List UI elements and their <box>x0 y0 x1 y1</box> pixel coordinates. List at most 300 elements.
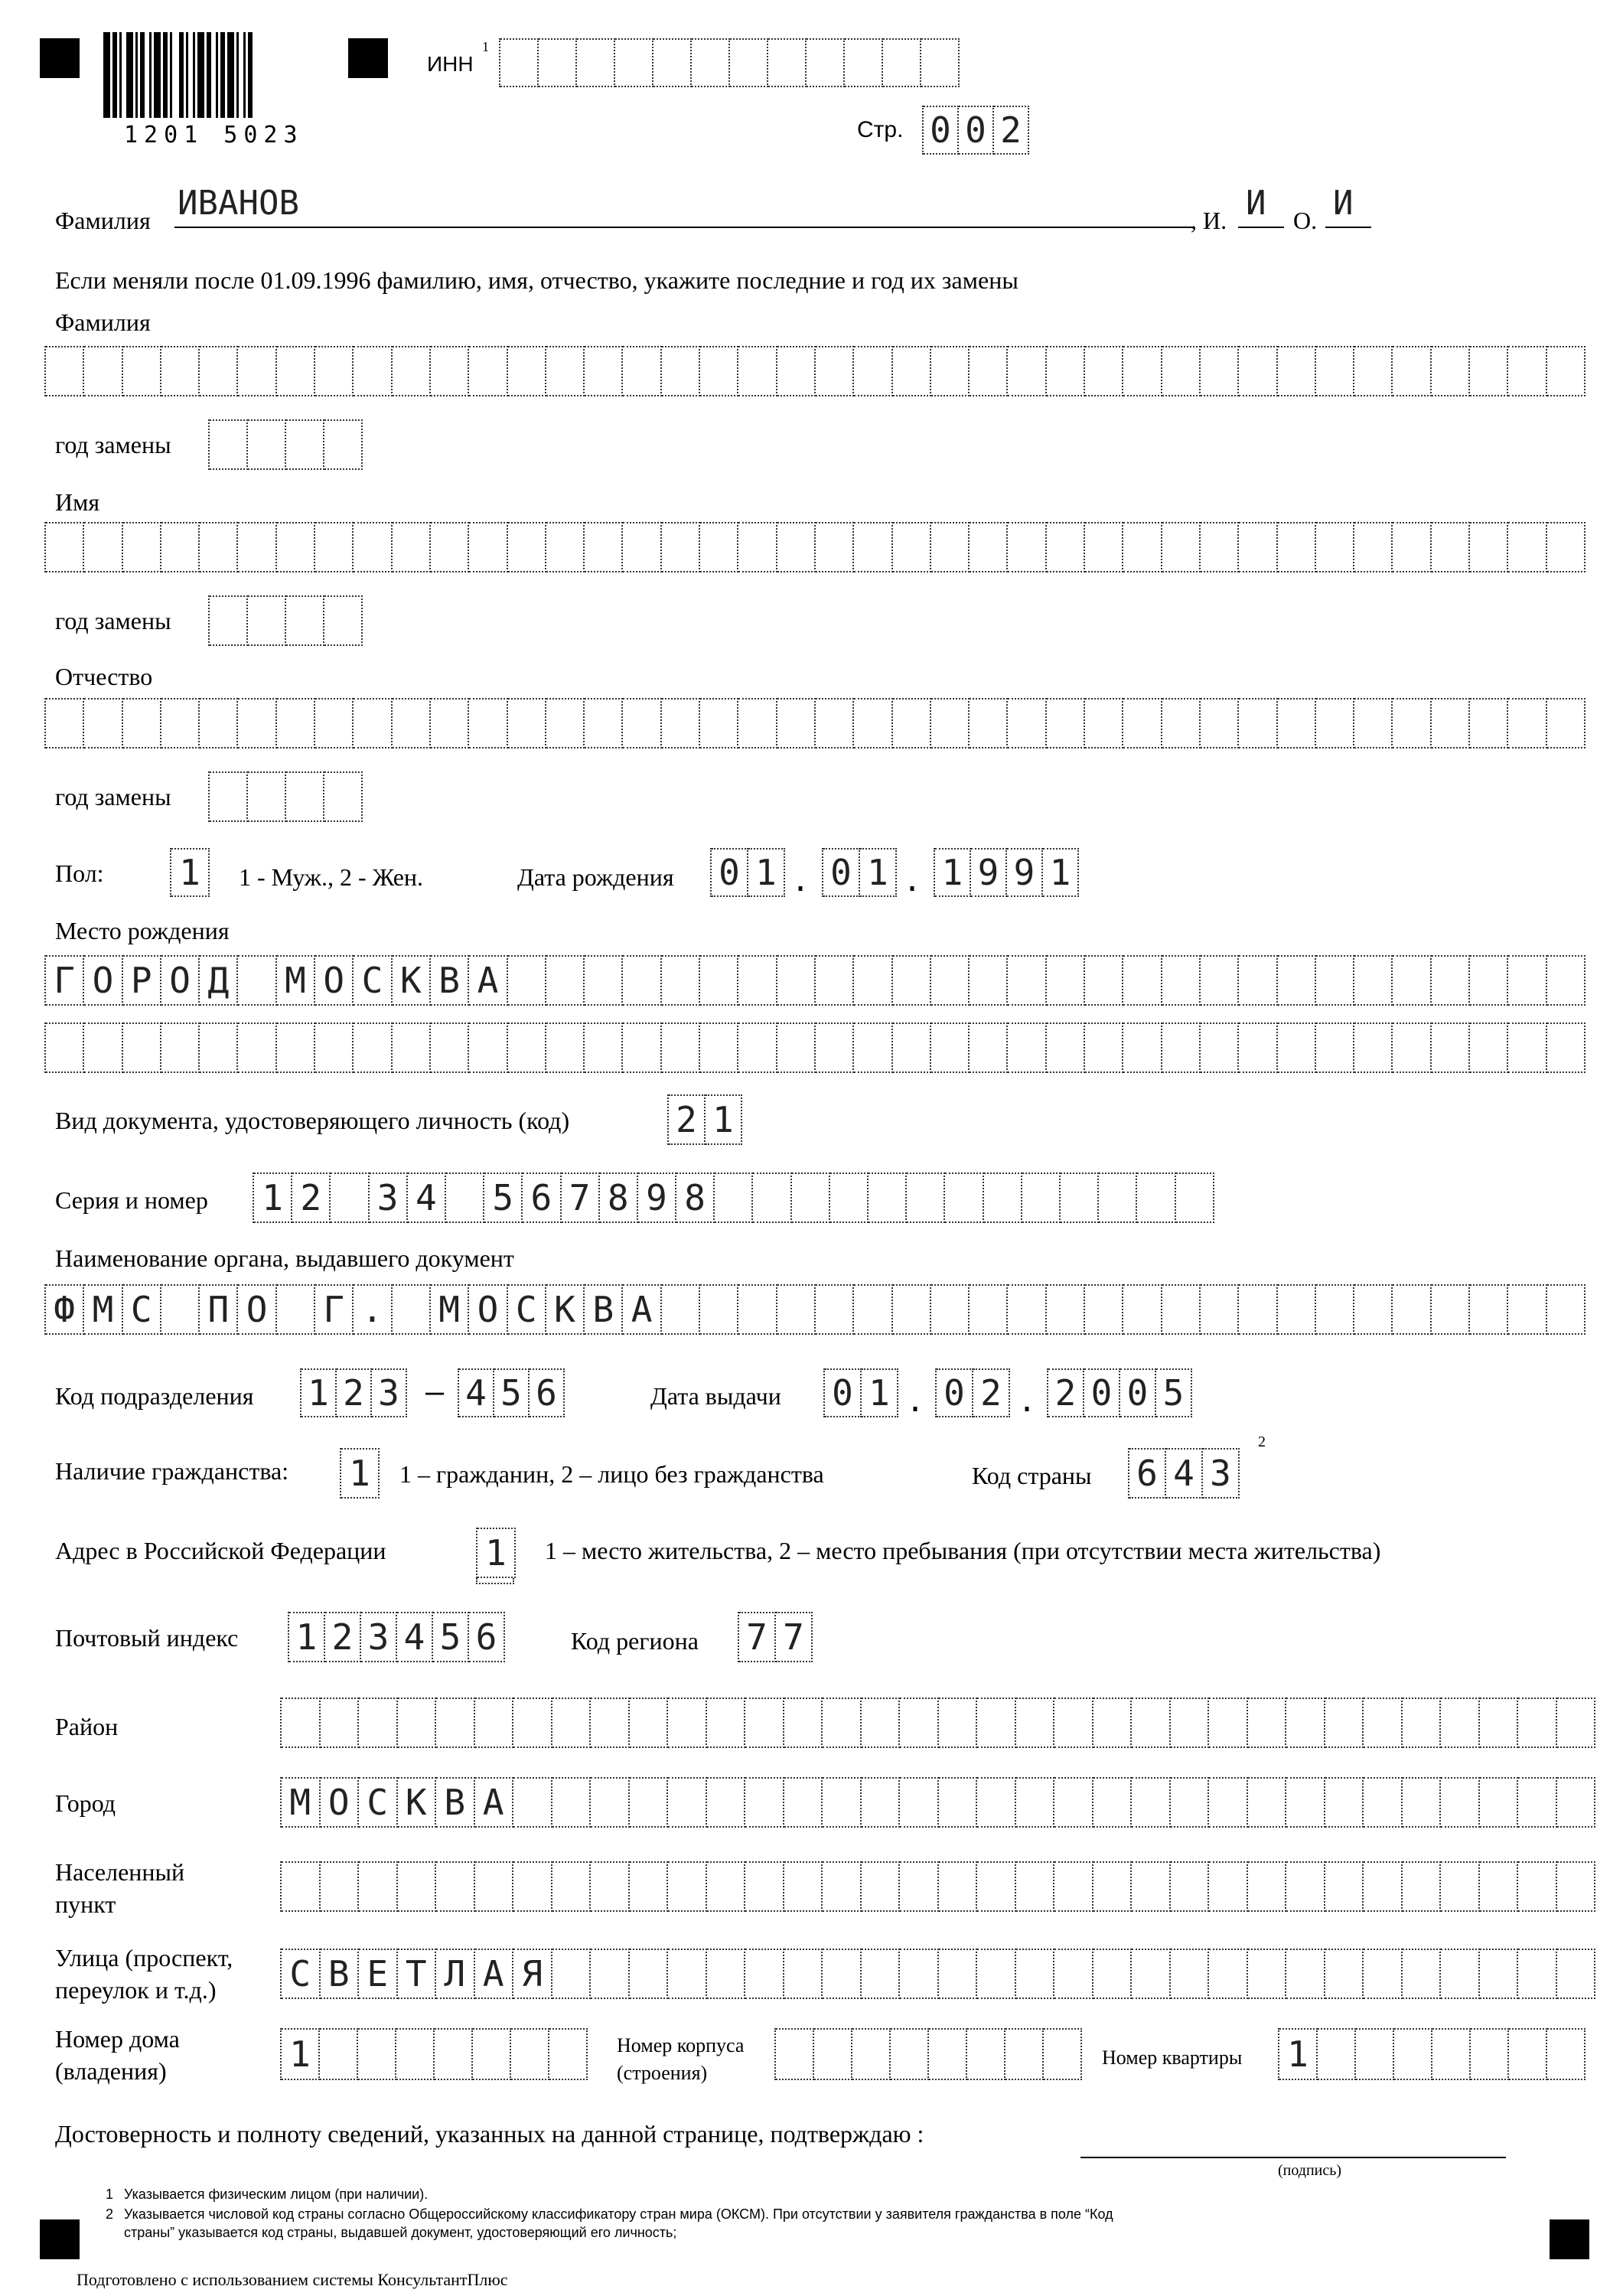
issue-month-cells[interactable] <box>935 1368 1010 1417</box>
city-cells[interactable] <box>280 1777 1595 1828</box>
comb-cell: Л <box>436 1949 475 1999</box>
old-patronymic-label: Отчество <box>55 663 153 690</box>
signature-line[interactable] <box>1080 2157 1506 2158</box>
comb-cell: 1 <box>748 848 785 897</box>
comb-cell <box>513 1698 552 1748</box>
comb-cell <box>277 698 315 748</box>
comb-cell <box>1123 698 1162 748</box>
comb-cell: 1 <box>706 1094 742 1145</box>
comb-cell <box>1518 1777 1557 1828</box>
comb-cell <box>508 955 546 1006</box>
comb-cell <box>1470 522 1508 572</box>
comb-cell <box>977 1777 1016 1828</box>
surname-change-year-cells[interactable] <box>208 419 363 470</box>
comb-cell <box>1325 1861 1364 1912</box>
comb-cell: Д <box>200 955 238 1006</box>
comb-cell: 4 <box>1166 1448 1203 1499</box>
old-surname-label: Фамилия <box>55 308 151 336</box>
initial-i-underline <box>1238 227 1284 228</box>
comb-cell <box>715 1172 753 1223</box>
comb-cell <box>1085 1022 1123 1073</box>
comb-cell <box>929 2028 967 2080</box>
comb-cell <box>1508 698 1546 748</box>
comb-cell <box>745 1861 784 1912</box>
comb-cell <box>1162 955 1201 1006</box>
street-label-line1: Улица (проспект, <box>55 1944 233 1971</box>
initial-o-label: О. <box>1293 207 1318 234</box>
comb-cell <box>546 522 585 572</box>
comb-cell <box>1356 2028 1394 2080</box>
comb-cell <box>1364 1949 1403 1999</box>
comb-cell <box>1171 1861 1210 1912</box>
comb-cell <box>84 522 122 572</box>
comb-cell <box>854 522 892 572</box>
comb-cell <box>1008 1284 1046 1335</box>
flat-number-cells[interactable] <box>1278 2028 1586 2080</box>
comb-cell <box>1441 1949 1480 1999</box>
comb-cell <box>1325 1949 1364 1999</box>
comb-cell <box>623 698 661 748</box>
division-code-part1[interactable] <box>300 1368 407 1417</box>
old-name-cells[interactable] <box>44 522 1586 572</box>
comb-cell <box>200 1022 238 1073</box>
comb-cell <box>1248 1949 1287 1999</box>
old-patronymic-cells[interactable] <box>44 698 1586 748</box>
comb-cell <box>653 38 692 87</box>
comb-cell <box>931 522 970 572</box>
comb-cell <box>320 2028 358 2080</box>
footnote-2-number: 2 <box>106 2206 114 2222</box>
comb-cell: О <box>469 1284 507 1335</box>
comb-cell <box>830 1172 869 1223</box>
birthplace-cells-row1[interactable] <box>44 955 1586 1006</box>
comb-cell <box>970 1022 1008 1073</box>
comb-cell <box>945 1172 983 1223</box>
building-number-cells[interactable] <box>774 2028 1082 2080</box>
comb-cell <box>393 346 431 396</box>
comb-cell <box>1364 1777 1403 1828</box>
comb-cell: А <box>469 955 507 1006</box>
comb-cell: 1 <box>477 1528 516 1578</box>
comb-cell <box>1085 698 1123 748</box>
comb-cell <box>784 1777 823 1828</box>
corner-marker-bottom-left <box>40 2219 80 2259</box>
comb-cell <box>738 955 777 1006</box>
issue-date-label: Дата выдачи <box>650 1382 781 1410</box>
comb-cell <box>816 522 854 572</box>
comb-cell: 0 <box>1084 1368 1120 1417</box>
barcode-number: 1201 5023 <box>124 122 304 148</box>
old-surname-cells[interactable] <box>44 346 1586 396</box>
barcode-bar <box>227 32 234 118</box>
city-label: Город <box>55 1789 116 1817</box>
surname-underline <box>174 227 1192 228</box>
comb-cell: 6 <box>469 1612 505 1662</box>
comb-cell <box>1508 955 1546 1006</box>
comb-cell <box>1286 1949 1325 1999</box>
comb-cell <box>1316 346 1354 396</box>
comb-cell <box>1047 522 1085 572</box>
comb-cell <box>511 2028 549 2080</box>
comb-cell: П <box>200 1284 238 1335</box>
comb-cell <box>970 698 1008 748</box>
comb-cell <box>123 346 161 396</box>
comb-cell <box>1393 1284 1431 1335</box>
comb-cell <box>1480 1861 1519 1912</box>
comb-cell <box>508 698 546 748</box>
postcode-cells[interactable] <box>288 1612 505 1662</box>
comb-cell <box>823 1861 862 1912</box>
corner-marker-bottom-right <box>1550 2219 1589 2259</box>
comb-cell <box>1047 346 1085 396</box>
comb-cell <box>662 1022 700 1073</box>
comb-cell <box>321 1861 360 1912</box>
comb-cell: 2 <box>669 1094 706 1145</box>
comb-cell <box>823 1698 862 1748</box>
citizenship-cell[interactable] <box>340 1448 380 1499</box>
comb-cell <box>1286 1698 1325 1748</box>
comb-cell <box>977 1861 1016 1912</box>
comb-cell <box>862 1698 901 1748</box>
comb-cell <box>823 1777 862 1828</box>
comb-cell <box>700 1284 738 1335</box>
comb-cell <box>508 522 546 572</box>
comb-cell <box>931 955 970 1006</box>
comb-cell <box>473 2028 511 2080</box>
initial-i-label: , И. <box>1191 207 1227 234</box>
comb-cell: 0 <box>924 106 959 155</box>
comb-cell <box>354 698 392 748</box>
comb-cell <box>84 698 122 748</box>
comb-cell <box>768 38 807 87</box>
comb-cell <box>200 698 238 748</box>
comb-cell: 5 <box>484 1172 523 1223</box>
comb-cell <box>900 1777 939 1828</box>
address-type-cell[interactable] <box>476 1528 516 1578</box>
comb-cell <box>84 346 122 396</box>
comb-cell <box>546 698 585 748</box>
comb-cell <box>1316 522 1354 572</box>
comb-cell <box>1432 522 1470 572</box>
citizenship-hint: 1 – гражданин, 2 – лицо без гражданства <box>399 1460 824 1488</box>
comb-cell <box>585 698 623 748</box>
inn-cells[interactable] <box>499 38 960 87</box>
patronymic-change-year-label: год замены <box>55 783 171 810</box>
initial-o-value[interactable]: И <box>1333 184 1354 223</box>
comb-cell <box>1508 346 1546 396</box>
initial-i-value[interactable]: И <box>1246 184 1266 223</box>
comb-cell: В <box>431 955 469 1006</box>
comb-cell <box>282 1861 321 1912</box>
comb-cell <box>816 346 854 396</box>
comb-cell <box>1547 2028 1586 2080</box>
document-type-cells[interactable] <box>667 1094 742 1145</box>
house-label-line2: (владения) <box>55 2057 167 2085</box>
comb-cell <box>931 1284 970 1335</box>
comb-cell: 1 <box>935 848 971 897</box>
comb-cell <box>546 1022 585 1073</box>
inn-label: ИНН <box>427 52 474 76</box>
comb-cell <box>315 698 354 748</box>
comb-cell <box>1176 1172 1214 1223</box>
comb-cell <box>1085 1284 1123 1335</box>
comb-cell <box>1132 1698 1171 1748</box>
comb-cell <box>1171 1698 1210 1748</box>
comb-cell <box>1354 1022 1393 1073</box>
comb-cell <box>1239 955 1277 1006</box>
comb-cell: 5 <box>1156 1368 1192 1417</box>
comb-cell <box>539 38 577 87</box>
comb-cell <box>1278 346 1316 396</box>
comb-cell: 8 <box>676 1172 715 1223</box>
comb-cell <box>354 522 392 572</box>
comb-cell <box>662 346 700 396</box>
comb-cell <box>1278 522 1316 572</box>
series-cells[interactable] <box>253 1172 1214 1223</box>
surname-change-year-label: год замены <box>55 431 171 458</box>
comb-cell <box>1016 1777 1055 1828</box>
comb-cell <box>1162 346 1201 396</box>
comb-cell: 3 <box>372 1368 407 1417</box>
comb-cell <box>552 1861 592 1912</box>
comb-cell: 0 <box>825 1368 862 1417</box>
comb-cell <box>315 346 354 396</box>
comb-cell <box>1201 522 1239 572</box>
comb-cell: 0 <box>1120 1368 1156 1417</box>
comb-cell <box>700 1022 738 1073</box>
comb-cell <box>469 346 507 396</box>
comb-cell <box>282 1698 321 1748</box>
comb-cell: 5 <box>494 1368 530 1417</box>
name-change-year-cells[interactable] <box>208 595 363 646</box>
comb-cell: 1 <box>171 848 210 897</box>
comb-cell <box>1137 1172 1175 1223</box>
comb-cell <box>549 2028 588 2080</box>
comb-cell: С <box>508 1284 546 1335</box>
comb-cell <box>1085 522 1123 572</box>
comb-cell <box>1016 1698 1055 1748</box>
sex-cell[interactable] <box>170 848 210 897</box>
comb-cell <box>238 1022 276 1073</box>
initial-o-underline <box>1325 227 1371 228</box>
comb-cell <box>738 698 777 748</box>
comb-cell <box>1132 1949 1171 1999</box>
comb-cell <box>668 1698 707 1748</box>
comb-cell <box>1364 1861 1403 1912</box>
comb-cell <box>393 522 431 572</box>
comb-cell <box>1278 1022 1316 1073</box>
comb-cell <box>324 419 363 470</box>
comb-cell: 3 <box>370 1172 408 1223</box>
comb-cell <box>662 698 700 748</box>
comb-cell <box>1518 1861 1557 1912</box>
surname-label: Фамилия <box>55 207 151 234</box>
comb-cell <box>854 955 892 1006</box>
comb-cell <box>1547 1022 1586 1073</box>
comb-cell <box>359 1698 398 1748</box>
building-label-line1: Номер корпуса <box>617 2034 745 2056</box>
comb-cell <box>907 1172 945 1223</box>
comb-cell <box>900 1698 939 1748</box>
comb-cell <box>738 1022 777 1073</box>
comb-cell <box>939 1949 978 1999</box>
comb-cell <box>816 955 854 1006</box>
comb-cell <box>1393 698 1431 748</box>
issuer-cells[interactable] <box>44 1284 1586 1335</box>
comb-cell: М <box>277 955 315 1006</box>
comb-cell <box>1557 1698 1596 1748</box>
surname-value[interactable]: ИВАНОВ <box>178 184 299 223</box>
comb-cell <box>854 346 892 396</box>
comb-cell <box>854 1284 892 1335</box>
comb-cell <box>891 2028 929 2080</box>
issue-date-dot-1: . <box>906 1384 925 1419</box>
comb-cell <box>123 1022 161 1073</box>
comb-cell <box>331 1172 369 1223</box>
comb-cell <box>1005 2028 1044 2080</box>
comb-cell: 4 <box>408 1172 446 1223</box>
comb-cell <box>1508 1022 1546 1073</box>
comb-cell <box>1518 1949 1557 1999</box>
comb-cell <box>321 1698 360 1748</box>
comb-cell <box>1508 1284 1546 1335</box>
comb-cell <box>248 419 286 470</box>
address-type-label: Адрес в Российской Федерации <box>55 1537 386 1564</box>
comb-cell: 1 <box>254 1172 292 1223</box>
street-cells[interactable] <box>280 1949 1595 1999</box>
dob-dot-2: . <box>903 863 922 899</box>
patronymic-change-year-cells[interactable] <box>208 771 363 822</box>
district-cells[interactable] <box>280 1698 1595 1748</box>
comb-cell <box>277 346 315 396</box>
address-type-hint: 1 – место жительства, 2 – место пребывания (при отсутствии места жительства) <box>545 1537 1381 1564</box>
comb-cell <box>393 1284 431 1335</box>
comb-cell <box>1085 346 1123 396</box>
comb-cell <box>777 522 816 572</box>
comb-cell <box>1557 1777 1596 1828</box>
country-code-label: Код страны <box>972 1462 1092 1489</box>
issue-year-cells[interactable] <box>1047 1368 1192 1417</box>
comb-cell <box>1201 955 1239 1006</box>
comb-cell <box>210 771 248 822</box>
comb-cell <box>816 698 854 748</box>
comb-cell <box>315 522 354 572</box>
comb-cell <box>630 1949 669 1999</box>
comb-cell <box>1547 1284 1586 1335</box>
comb-cell <box>1248 1698 1287 1748</box>
comb-cell <box>1325 1777 1364 1828</box>
comb-cell: К <box>398 1777 437 1828</box>
comb-cell <box>869 1172 907 1223</box>
settlement-cells[interactable] <box>280 1861 1595 1912</box>
comb-cell <box>1008 1022 1046 1073</box>
comb-cell <box>900 1949 939 1999</box>
comb-cell <box>970 346 1008 396</box>
comb-cell <box>1393 955 1431 1006</box>
dob-label: Дата рождения <box>517 863 674 891</box>
comb-cell <box>210 419 248 470</box>
birthplace-cells-row2[interactable] <box>44 1022 1586 1073</box>
comb-cell: А <box>475 1777 514 1828</box>
comb-cell <box>668 1777 707 1828</box>
comb-cell <box>970 522 1008 572</box>
dob-year-cells[interactable] <box>934 848 1079 897</box>
comb-cell <box>396 2028 435 2080</box>
comb-cell <box>1316 1022 1354 1073</box>
comb-cell <box>354 346 392 396</box>
division-code-part2[interactable] <box>458 1368 565 1417</box>
issue-day-cells[interactable] <box>823 1368 898 1417</box>
comb-cell <box>630 1777 669 1828</box>
comb-cell <box>238 346 276 396</box>
comb-cell <box>1044 2028 1082 2080</box>
comb-cell <box>446 1172 484 1223</box>
comb-cell <box>1470 1284 1508 1335</box>
comb-cell <box>1318 2028 1356 2080</box>
comb-cell <box>900 1861 939 1912</box>
comb-cell: 1 <box>341 1448 380 1499</box>
comb-cell <box>777 1284 816 1335</box>
comb-cell <box>277 1022 315 1073</box>
footnote-2-text-line2: страны” указывается код страны, выдавшей документ, удостоверяющий его личность; <box>124 2225 677 2240</box>
comb-cell <box>1403 1861 1442 1912</box>
dob-day-cells[interactable] <box>710 848 785 897</box>
comb-cell <box>1316 1284 1354 1335</box>
comb-cell: 0 <box>959 106 994 155</box>
comb-cell <box>970 1284 1008 1335</box>
comb-cell <box>1008 522 1046 572</box>
comb-cell <box>1480 1949 1519 1999</box>
comb-cell <box>1547 346 1586 396</box>
comb-cell <box>700 346 738 396</box>
name-change-intro: Если меняли после 01.09.1996 фамилию, имя, отчество, укажите последние и год их замены <box>55 266 1018 294</box>
signature-caption: (подпись) <box>1278 2162 1342 2179</box>
comb-cell <box>1239 698 1277 748</box>
comb-cell <box>1209 1777 1248 1828</box>
comb-cell <box>161 346 200 396</box>
barcode-bar <box>126 32 133 118</box>
comb-cell <box>398 1698 437 1748</box>
comb-cell <box>1061 1172 1099 1223</box>
dob-month-cells[interactable] <box>822 848 897 897</box>
comb-cell <box>552 1777 592 1828</box>
comb-cell: 2 <box>973 1368 1010 1417</box>
region-code-cells[interactable] <box>738 1612 813 1662</box>
country-code-footnote-mark: 2 <box>1258 1433 1266 1450</box>
comb-cell <box>862 1861 901 1912</box>
old-name-label: Имя <box>55 488 100 516</box>
comb-cell <box>546 346 585 396</box>
comb-cell <box>707 1777 746 1828</box>
comb-cell <box>1171 1777 1210 1828</box>
comb-cell: С <box>354 955 392 1006</box>
comb-cell <box>1248 1861 1287 1912</box>
country-code-cells[interactable] <box>1128 1448 1240 1499</box>
comb-cell: О <box>315 955 354 1006</box>
comb-cell <box>1054 1949 1093 1999</box>
comb-cell <box>1432 1284 1470 1335</box>
comb-cell <box>46 1022 84 1073</box>
comb-cell <box>893 955 931 1006</box>
division-code-label: Код подразделения <box>55 1382 254 1410</box>
barcode-bar <box>197 32 204 118</box>
comb-cell <box>1201 346 1239 396</box>
house-number-cells[interactable] <box>280 2028 588 2080</box>
comb-cell: 2 <box>292 1172 331 1223</box>
street-label-line2: переулок и т.д.) <box>55 1976 217 2004</box>
comb-cell <box>513 1861 552 1912</box>
comb-cell <box>707 1861 746 1912</box>
